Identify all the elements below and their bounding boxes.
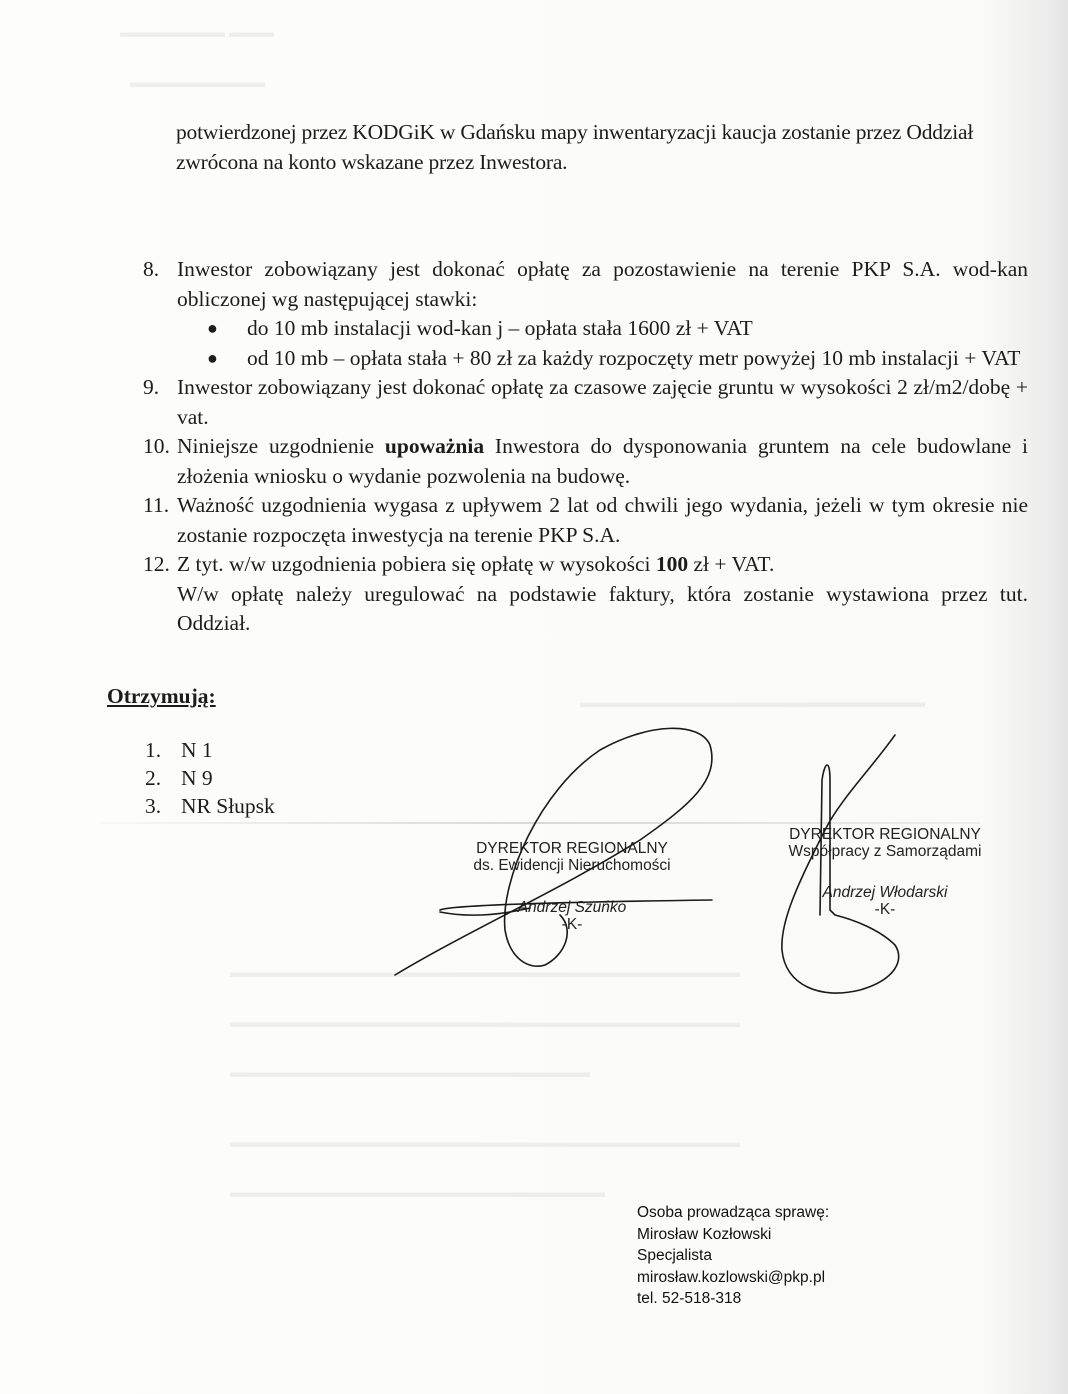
receiver-item <box>145 764 275 792</box>
stamp-name: Andrzej Włodarski <box>822 884 948 901</box>
intro-paragraph: potwierdzonej przez KODGiK w Gdańsku mapy inwentaryzacji kaucja zostanie przez Oddział zwrócona na konto wskazane przez Inwestora. <box>176 120 974 174</box>
receiver-item <box>145 792 275 820</box>
bullet-text: do 10 mb instalacji wod-kan j – opłata stała 1600 zł + VAT <box>247 316 753 340</box>
fold-line <box>100 822 980 824</box>
stamp-mark: -K- <box>561 916 583 933</box>
receivers-heading: Otrzymują: <box>107 684 216 708</box>
stamp-subtitle: Współpracy z Samorządami <box>788 843 982 860</box>
bold-text: upoważnia <box>384 434 485 458</box>
receiver-item <box>145 736 275 764</box>
item-text <box>177 550 1028 580</box>
text-segment: Niniejsze uzgodnienie <box>177 434 385 458</box>
item-text: Inwestor zobowiązany jest dokonać opłatę za czasowe zajęcie gruntu w wysokości 2 zł/m2/dobę + vat. <box>177 375 1028 429</box>
text-segment: zł + VAT. <box>688 552 775 576</box>
item-number: 10. <box>143 434 170 458</box>
contact-phone: tel. 52-518-318 <box>637 1290 742 1307</box>
rate-bullets <box>177 314 1028 373</box>
stamp-name: Andrzej Szuńko <box>517 899 627 916</box>
receiver-label: N 1 <box>181 738 213 762</box>
list-item-8 <box>143 255 1028 373</box>
item-text <box>177 432 1028 491</box>
contact-block <box>637 1202 829 1310</box>
bullet-text: od 10 mb – opłata stała + 80 zł za każdy rozpoczęty metr powyżej 10 mb instalacji + VAT <box>247 345 1021 370</box>
text-segment: Z tyt. w/w uzgodnienia pobiera się opłatę w wysokości <box>177 552 656 576</box>
stamp-subtitle: ds. Ewidencji Nieruchomości <box>473 857 671 874</box>
item-number: 8. <box>143 257 160 281</box>
item-number: 9. <box>143 375 160 399</box>
item-text: Ważność uzgodnienia wygasa z upływem 2 lat od chwili jego wydania, jeżeli w tym okresie nie zostanie rozpoczęta inwestycja na terenie PKP S.A. <box>177 493 1028 547</box>
receiver-label: NR Słupsk <box>181 794 275 818</box>
bullet-icon: ● <box>207 318 218 338</box>
item-text: Inwestor zobowiązany jest dokonać opłatę za pozostawienie na terenie PKP S.A. wod-kan obliczonej wg następującej stawki: <box>177 257 1028 311</box>
receiver-number: 2. <box>145 766 162 790</box>
list-item-12 <box>143 550 1028 639</box>
stamp-title: DYREKTOR REGIONALNY <box>789 826 981 843</box>
stamp-right <box>780 826 990 918</box>
bullet-icon: ● <box>207 347 218 368</box>
bullet-item <box>177 314 1028 344</box>
text-segment: Inwestora do dysponowania gruntem na cele budowlane i złożenia wniosku o wydanie pozwolenia na budowę. <box>177 434 1028 488</box>
contact-email: mirosław.kozlowski@pkp.pl <box>637 1268 826 1286</box>
item-continuation: W/w opłatę należy uregulować na podstawie faktury, która zostanie wystawiona przez tut. Oddział. <box>177 581 1028 635</box>
item-number: 11. <box>143 493 170 517</box>
stamp-title: DYREKTOR REGIONALNY <box>476 840 668 857</box>
contact-heading: Osoba prowadząca sprawę: <box>637 1204 830 1221</box>
contact-name: Mirosław Kozłowski <box>637 1225 772 1243</box>
list-item-10 <box>143 432 1028 491</box>
stamp-mark: -K- <box>874 901 896 918</box>
receiver-number: 3. <box>145 794 162 818</box>
list-item-11 <box>143 491 1028 550</box>
bold-text: 100 <box>655 552 689 576</box>
stamp-left <box>452 840 692 933</box>
numbered-list <box>143 255 1028 639</box>
bullet-item <box>177 344 1028 374</box>
item-number: 12. <box>143 552 170 576</box>
contact-position: Specjalista <box>637 1247 712 1264</box>
receivers-list <box>145 736 275 820</box>
receiver-label: N 9 <box>181 766 213 790</box>
receiver-number: 1. <box>145 738 162 762</box>
list-item-9 <box>143 373 1028 432</box>
